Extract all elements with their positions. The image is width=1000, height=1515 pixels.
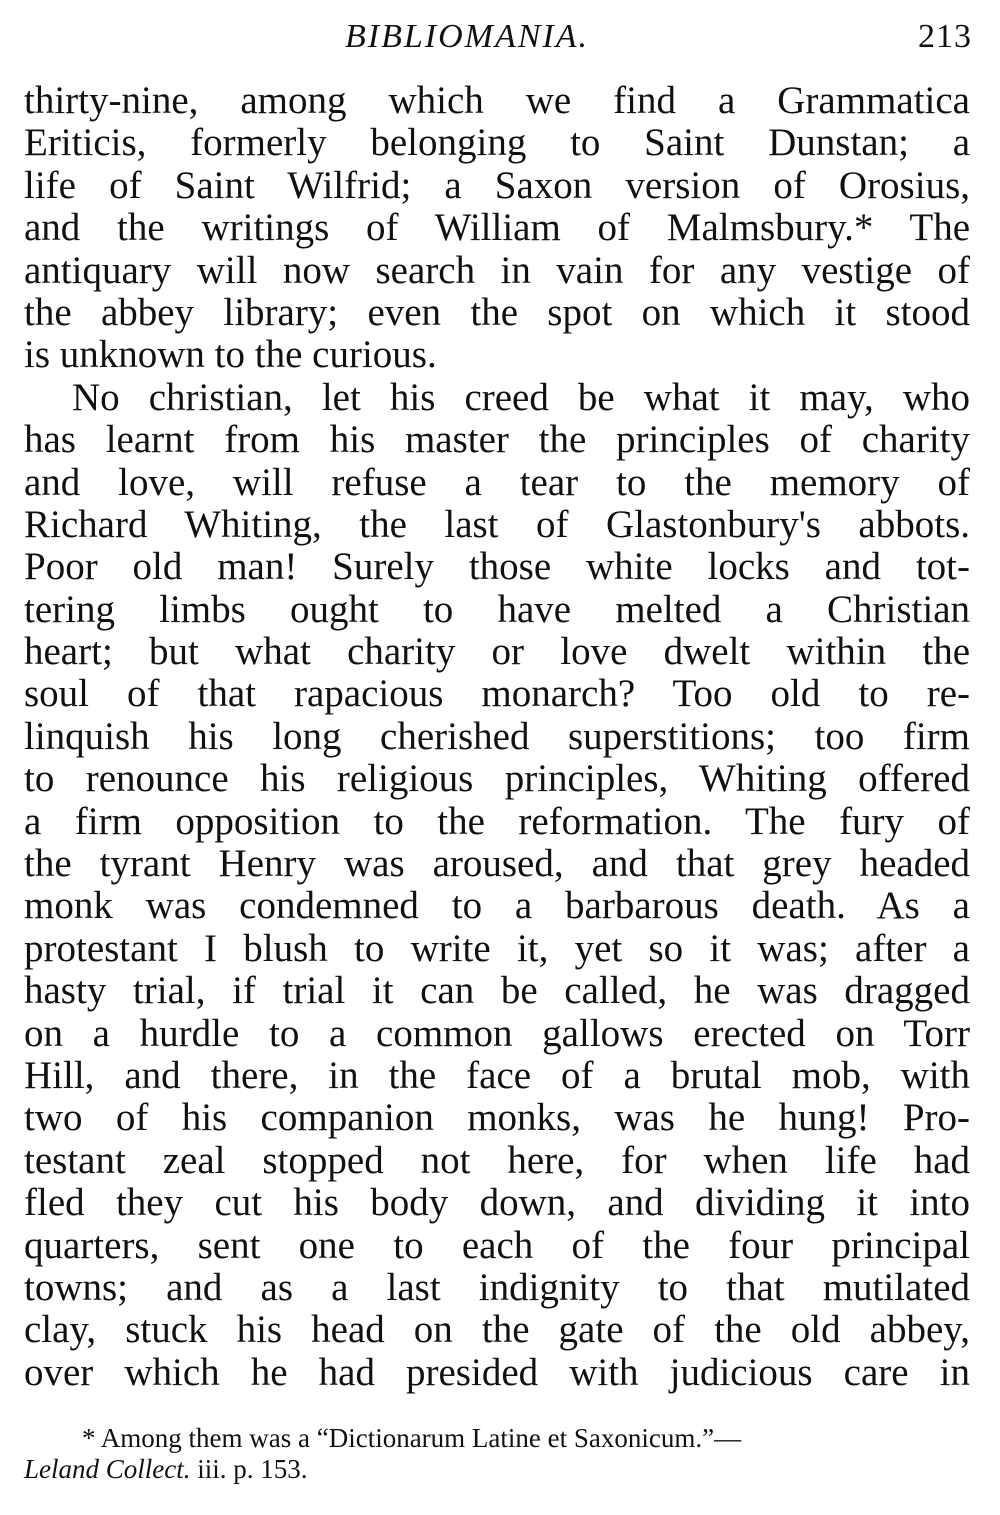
text-line: life of Saint Wilfrid; a Saxon version of Orosius,: [24, 163, 970, 207]
text-line: on a hurdle to a common gallows erected on Torr: [24, 1011, 970, 1055]
text-line: soul of that rapacious monarch? Too old to re-: [24, 672, 970, 716]
text-line: antiquary will now search in vain for any vestige of: [24, 248, 970, 292]
body-text: [24, 80, 970, 1394]
text-line: Hill, and there, in the face of a brutal mob, with: [24, 1053, 970, 1097]
running-head: [0, 14, 1000, 64]
footnote-line-1: * Among them was a “Dictionarum Latine et Saxonicum.”—: [82, 1423, 742, 1453]
footnote-citation: Leland Collect.: [24, 1454, 191, 1484]
text-line: No christian, let his creed be what it may, who: [72, 375, 970, 419]
text-line: the tyrant Henry was aroused, and that grey headed: [24, 842, 970, 886]
text-line: two of his companion monks, was he hung! Pro-: [24, 1096, 970, 1140]
text-line: Eriticis, formerly belonging to Saint Dunstan; a: [24, 121, 970, 165]
text-line: clay, stuck his head on the gate of the old abbey,: [24, 1308, 970, 1352]
footnote-line-2: [24, 1454, 970, 1485]
running-title: BIBLIOMANIA.: [345, 18, 590, 55]
text-line: a firm opposition to the reformation. The fury of: [24, 799, 970, 843]
text-line: towns; and as a last indignity to that mutilated: [24, 1265, 970, 1309]
text-line: over which he had presided with judicious care in: [24, 1350, 970, 1394]
text-line: Richard Whiting, the last of Glastonbury's abbots.: [24, 502, 970, 546]
text-line: has learnt from his master the principles of charity: [24, 418, 970, 462]
text-line: is unknown to the curious.: [24, 333, 437, 377]
text-line: tering limbs ought to have melted a Christian: [24, 587, 970, 631]
text-line: quarters, sent one to each of the four principal: [24, 1223, 970, 1267]
text-line: fled they cut his body down, and dividing it into: [24, 1181, 970, 1225]
text-line: to renounce his religious principles, Whiting offered: [24, 757, 970, 801]
text-line: testant zeal stopped not here, for when life had: [24, 1138, 970, 1182]
text-line: monk was condemned to a barbarous death. As a: [24, 884, 970, 928]
text-line: linquish his long cherished superstitions; too firm: [24, 714, 970, 758]
text-line: thirty-nine, among which we find a Grammatica: [24, 79, 970, 122]
text-line: Poor old man! Surely those white locks and tot-: [24, 545, 970, 589]
paragraph-1: [24, 80, 970, 377]
text-line: the abbey library; even the spot on which it stood: [24, 290, 970, 334]
paragraph-2: [24, 377, 970, 1394]
footnote: [24, 1423, 970, 1485]
text-line: protestant I blush to write it, yet so it was; after a: [24, 926, 970, 970]
footnote-citation-ref: iii. p. 153.: [190, 1454, 308, 1484]
text-line: heart; but what charity or love dwelt within the: [24, 630, 970, 674]
page-number: 213: [918, 18, 972, 55]
text-line: and the writings of William of Malmsbury.* The: [24, 206, 970, 250]
text-line: and love, will refuse a tear to the memory of: [24, 460, 970, 504]
text-line: hasty trial, if trial it can be called, he was dragged: [24, 969, 970, 1013]
